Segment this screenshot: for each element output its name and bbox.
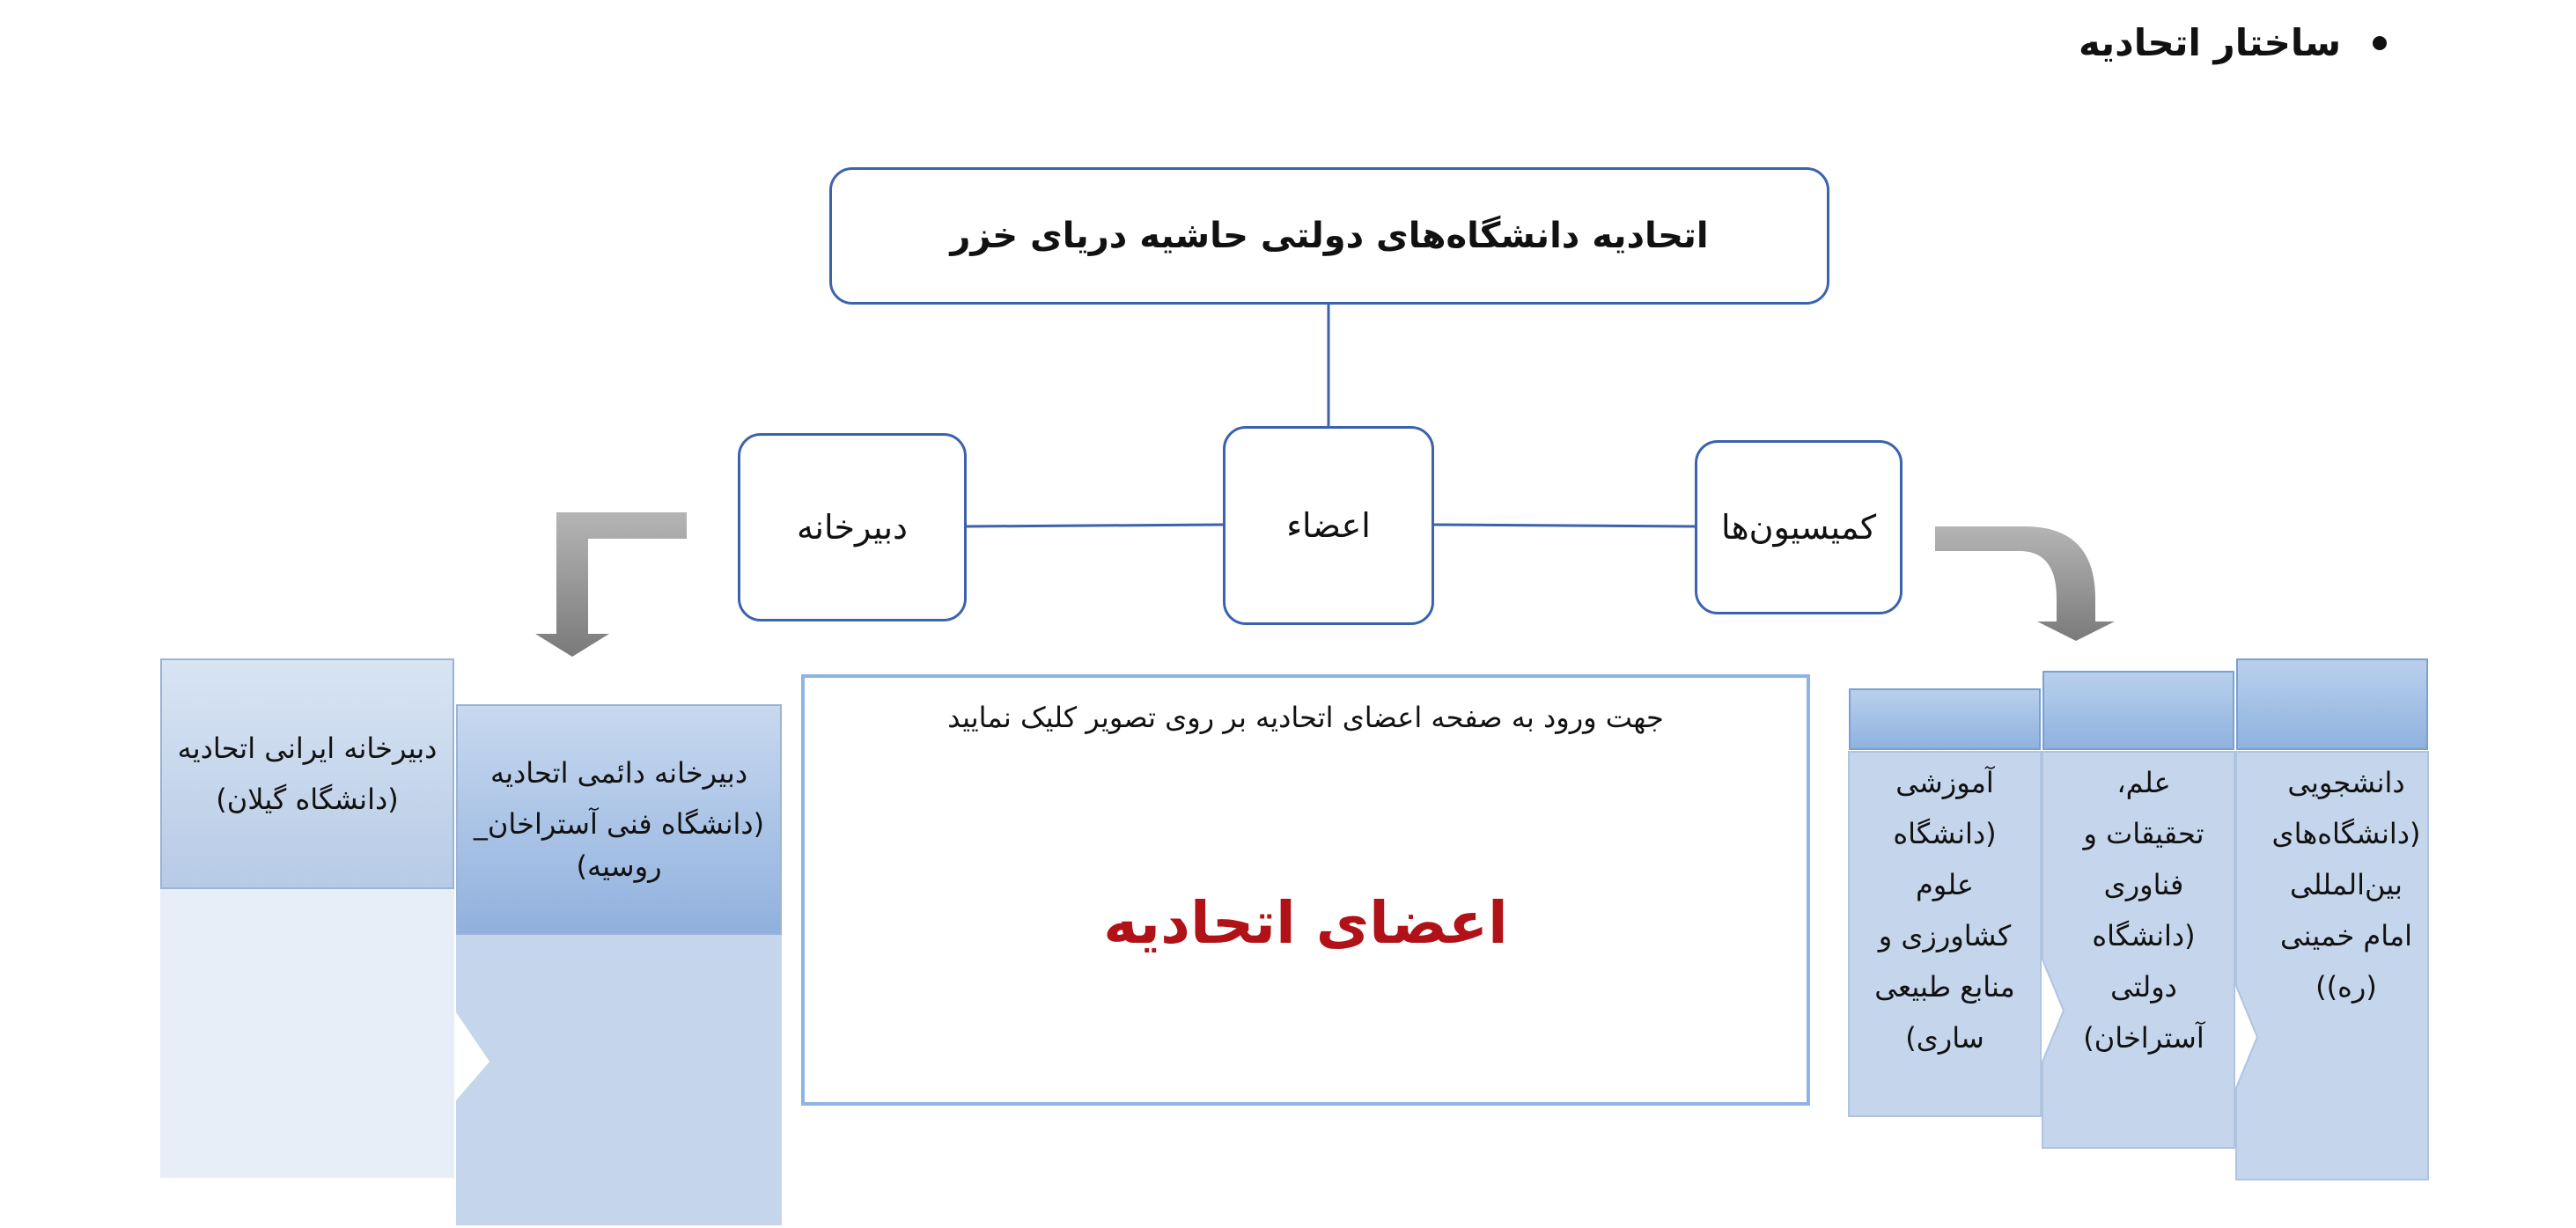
arrow-to-commissions-icon (1935, 526, 2115, 641)
commission-education-host-2: علوم (1915, 868, 1975, 901)
secretariat-iranian-title: دبیرخانه ایرانی اتحادیه (177, 732, 438, 765)
connector-secretariat-members (967, 525, 1223, 526)
commission-science-title-3: فناوری (2103, 868, 2184, 901)
arrow-to-secretariats-icon (535, 512, 687, 657)
node-commissions (1695, 440, 1903, 614)
secretariat-permanent (456, 704, 782, 935)
node-members-label: اعضاء (1286, 506, 1371, 545)
connector-members-commissions (1434, 525, 1695, 526)
secretariat-iranian (160, 658, 454, 889)
tab-cap-science (2042, 671, 2234, 750)
root-node (829, 167, 1829, 305)
secretariat-permanent-host-2: روسیه) (576, 849, 662, 883)
commission-science-host-1: (دانشگاه (2092, 919, 2196, 952)
node-secretariat (738, 433, 967, 621)
commission-science-host-2: دولتی (2110, 970, 2177, 1004)
commission-education (1854, 757, 2035, 1063)
secretariat-permanent-title: دبیرخانه دائمی اتحادیه (489, 756, 748, 790)
root-title: اتحادیه دانشگاه‌های دولتی حاشیه دریای خزر (950, 216, 1709, 256)
commission-student-host-2: بین‌المللی (2290, 868, 2403, 901)
commission-student-host-4: (ره)) (2315, 970, 2377, 1004)
node-secretariat-label: دبیرخانه (797, 508, 908, 547)
sec-body-permanent (456, 935, 782, 1225)
node-members (1223, 426, 1434, 625)
commission-science-title: علم، (2116, 766, 2171, 799)
commission-student-title: دانشجویی (2287, 766, 2405, 799)
members-hint: جهت ورود به صفحه اعضای اتحادیه بر روی تصویر کلیک نمایید (947, 701, 1664, 734)
commission-student-host-1: (دانشگاه‌های (2271, 817, 2421, 850)
secretariat-iranian-host: (دانشگاه گیلان) (216, 783, 399, 816)
commission-education-host-5: ساری) (1905, 1021, 1984, 1055)
commission-education-host-4: منابع طبیعی (1874, 970, 2015, 1004)
tab-cap-student (2236, 658, 2428, 750)
members-panel[interactable] (801, 674, 1810, 1106)
members-link[interactable]: اعضای اتحادیه (1103, 889, 1508, 957)
secretariat-permanent-host: (دانشگاه فنی آستراخان_ (473, 807, 765, 841)
tab-cap-education (1849, 688, 2041, 750)
node-commissions-label: کمیسیون‌ها (1720, 508, 1877, 547)
commission-student-host-3: امام خمینی (2279, 919, 2413, 952)
commission-education-host-1: (دانشگاه (1893, 817, 1997, 850)
page-heading-text: ساختار اتحادیه (2078, 21, 2341, 64)
commission-student (2263, 757, 2430, 1012)
sec-body-iranian (160, 887, 454, 1178)
commission-science (2060, 757, 2227, 1063)
commission-education-host-3: کشاورزی و (1878, 919, 2012, 952)
commission-science-host-3: آستراخان) (2083, 1021, 2204, 1055)
commission-science-title-2: تحقیقات و (2083, 817, 2204, 850)
commission-education-title: آموزشی (1895, 766, 1994, 799)
